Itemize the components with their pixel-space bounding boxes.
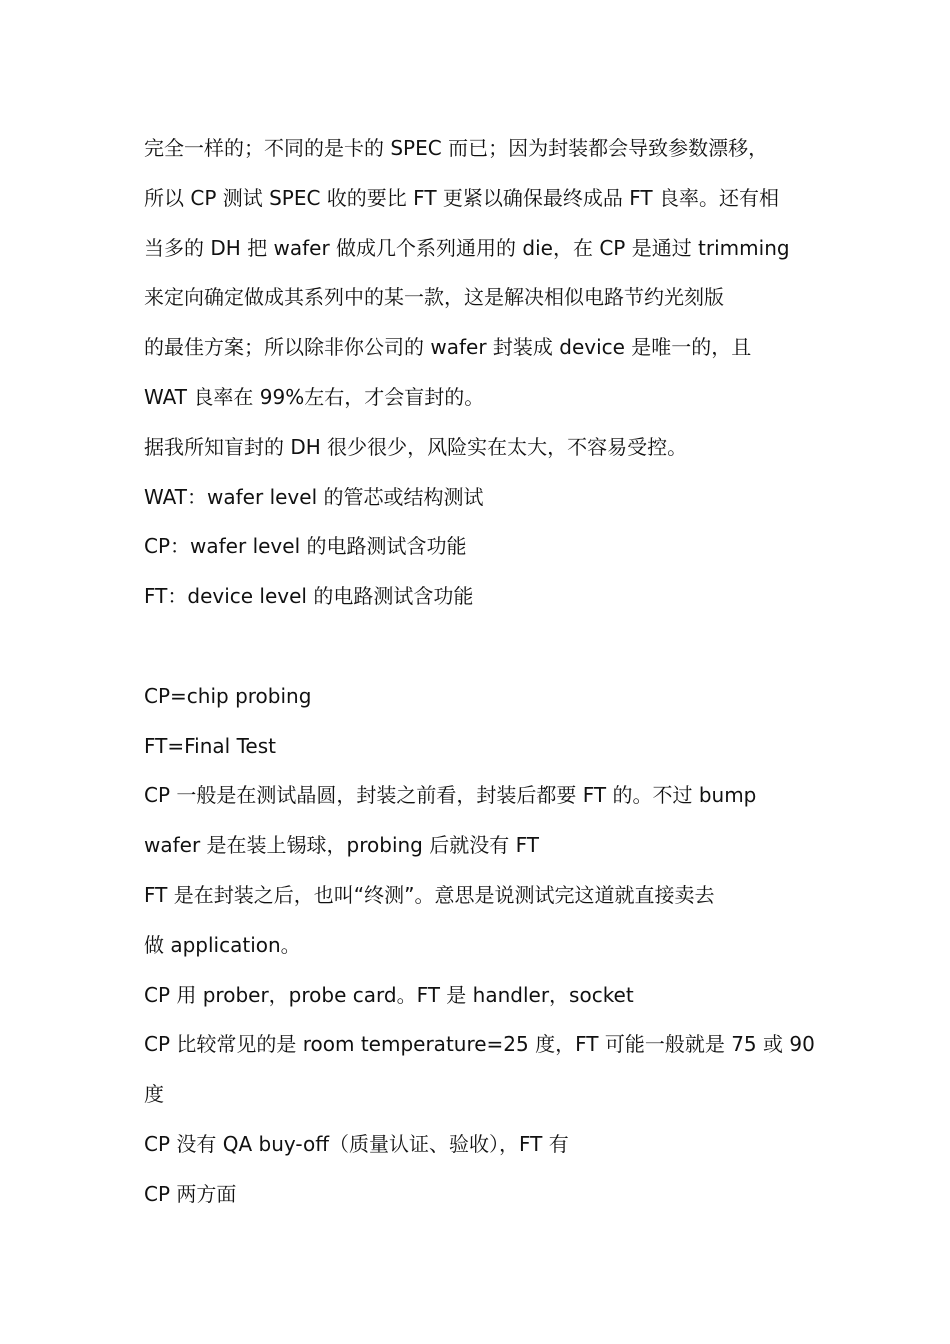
text-line: WAT 良率在 99%左右，才会盲封的。 <box>144 384 485 409</box>
text-line: 所以 CP 测试 SPEC 收的要比 FT 更紧以确保最终成品 FT 良率。还有相 <box>144 185 779 210</box>
document-body <box>144 124 824 1220</box>
text-line: FT 是在封装之后，也叫“终测”。意思是说测试完这道就直接卖去 <box>144 882 715 907</box>
text-line: wafer 是在装上锡球，probing 后就没有 FT <box>144 833 539 858</box>
text-line: CP 用 prober，probe card。FT 是 handler，socket <box>144 982 634 1007</box>
text-line: 当多的 DH 把 wafer 做成几个系列通用的 die，在 CP 是通过 trimming <box>144 235 790 260</box>
text-line: 度 <box>144 1082 164 1107</box>
text-line: CP 比较常见的是 room temperature=25 度，FT 可能一般就是 75 或 90 <box>144 1032 815 1057</box>
text-line: 据我所知盲封的 DH 很少很少，风险实在太大，不容易受控。 <box>144 434 688 459</box>
text-line: 做 application。 <box>144 932 301 957</box>
text-line: FT：device level 的电路测试含功能 <box>144 584 474 609</box>
text-line: CP=chip probing <box>144 683 312 708</box>
text-line: CP 两方面 <box>144 1181 237 1206</box>
text-line: CP：wafer level 的电路测试含功能 <box>144 534 467 559</box>
text-line: FT=Final Test <box>144 733 276 758</box>
text-line: 的最佳方案；所以除非你公司的 wafer 封装成 device 是唯一的，且 <box>144 335 752 360</box>
blank-line <box>144 622 824 672</box>
text-line: CP 一般是在测试晶圆，封装之前看，封装后都要 FT 的。不过 bump <box>144 783 757 808</box>
text-line: WAT：wafer level 的管芯或结构测试 <box>144 484 484 509</box>
text-line: 来定向确定做成其系列中的某一款，这是解决相似电路节约光刻版 <box>144 285 724 310</box>
text-line: CP 没有 QA buy-off（质量认证、验收），FT 有 <box>144 1131 569 1156</box>
text-line: 完全一样的；不同的是卡的 SPEC 而已；因为封装都会导致参数漂移， <box>144 136 769 160</box>
